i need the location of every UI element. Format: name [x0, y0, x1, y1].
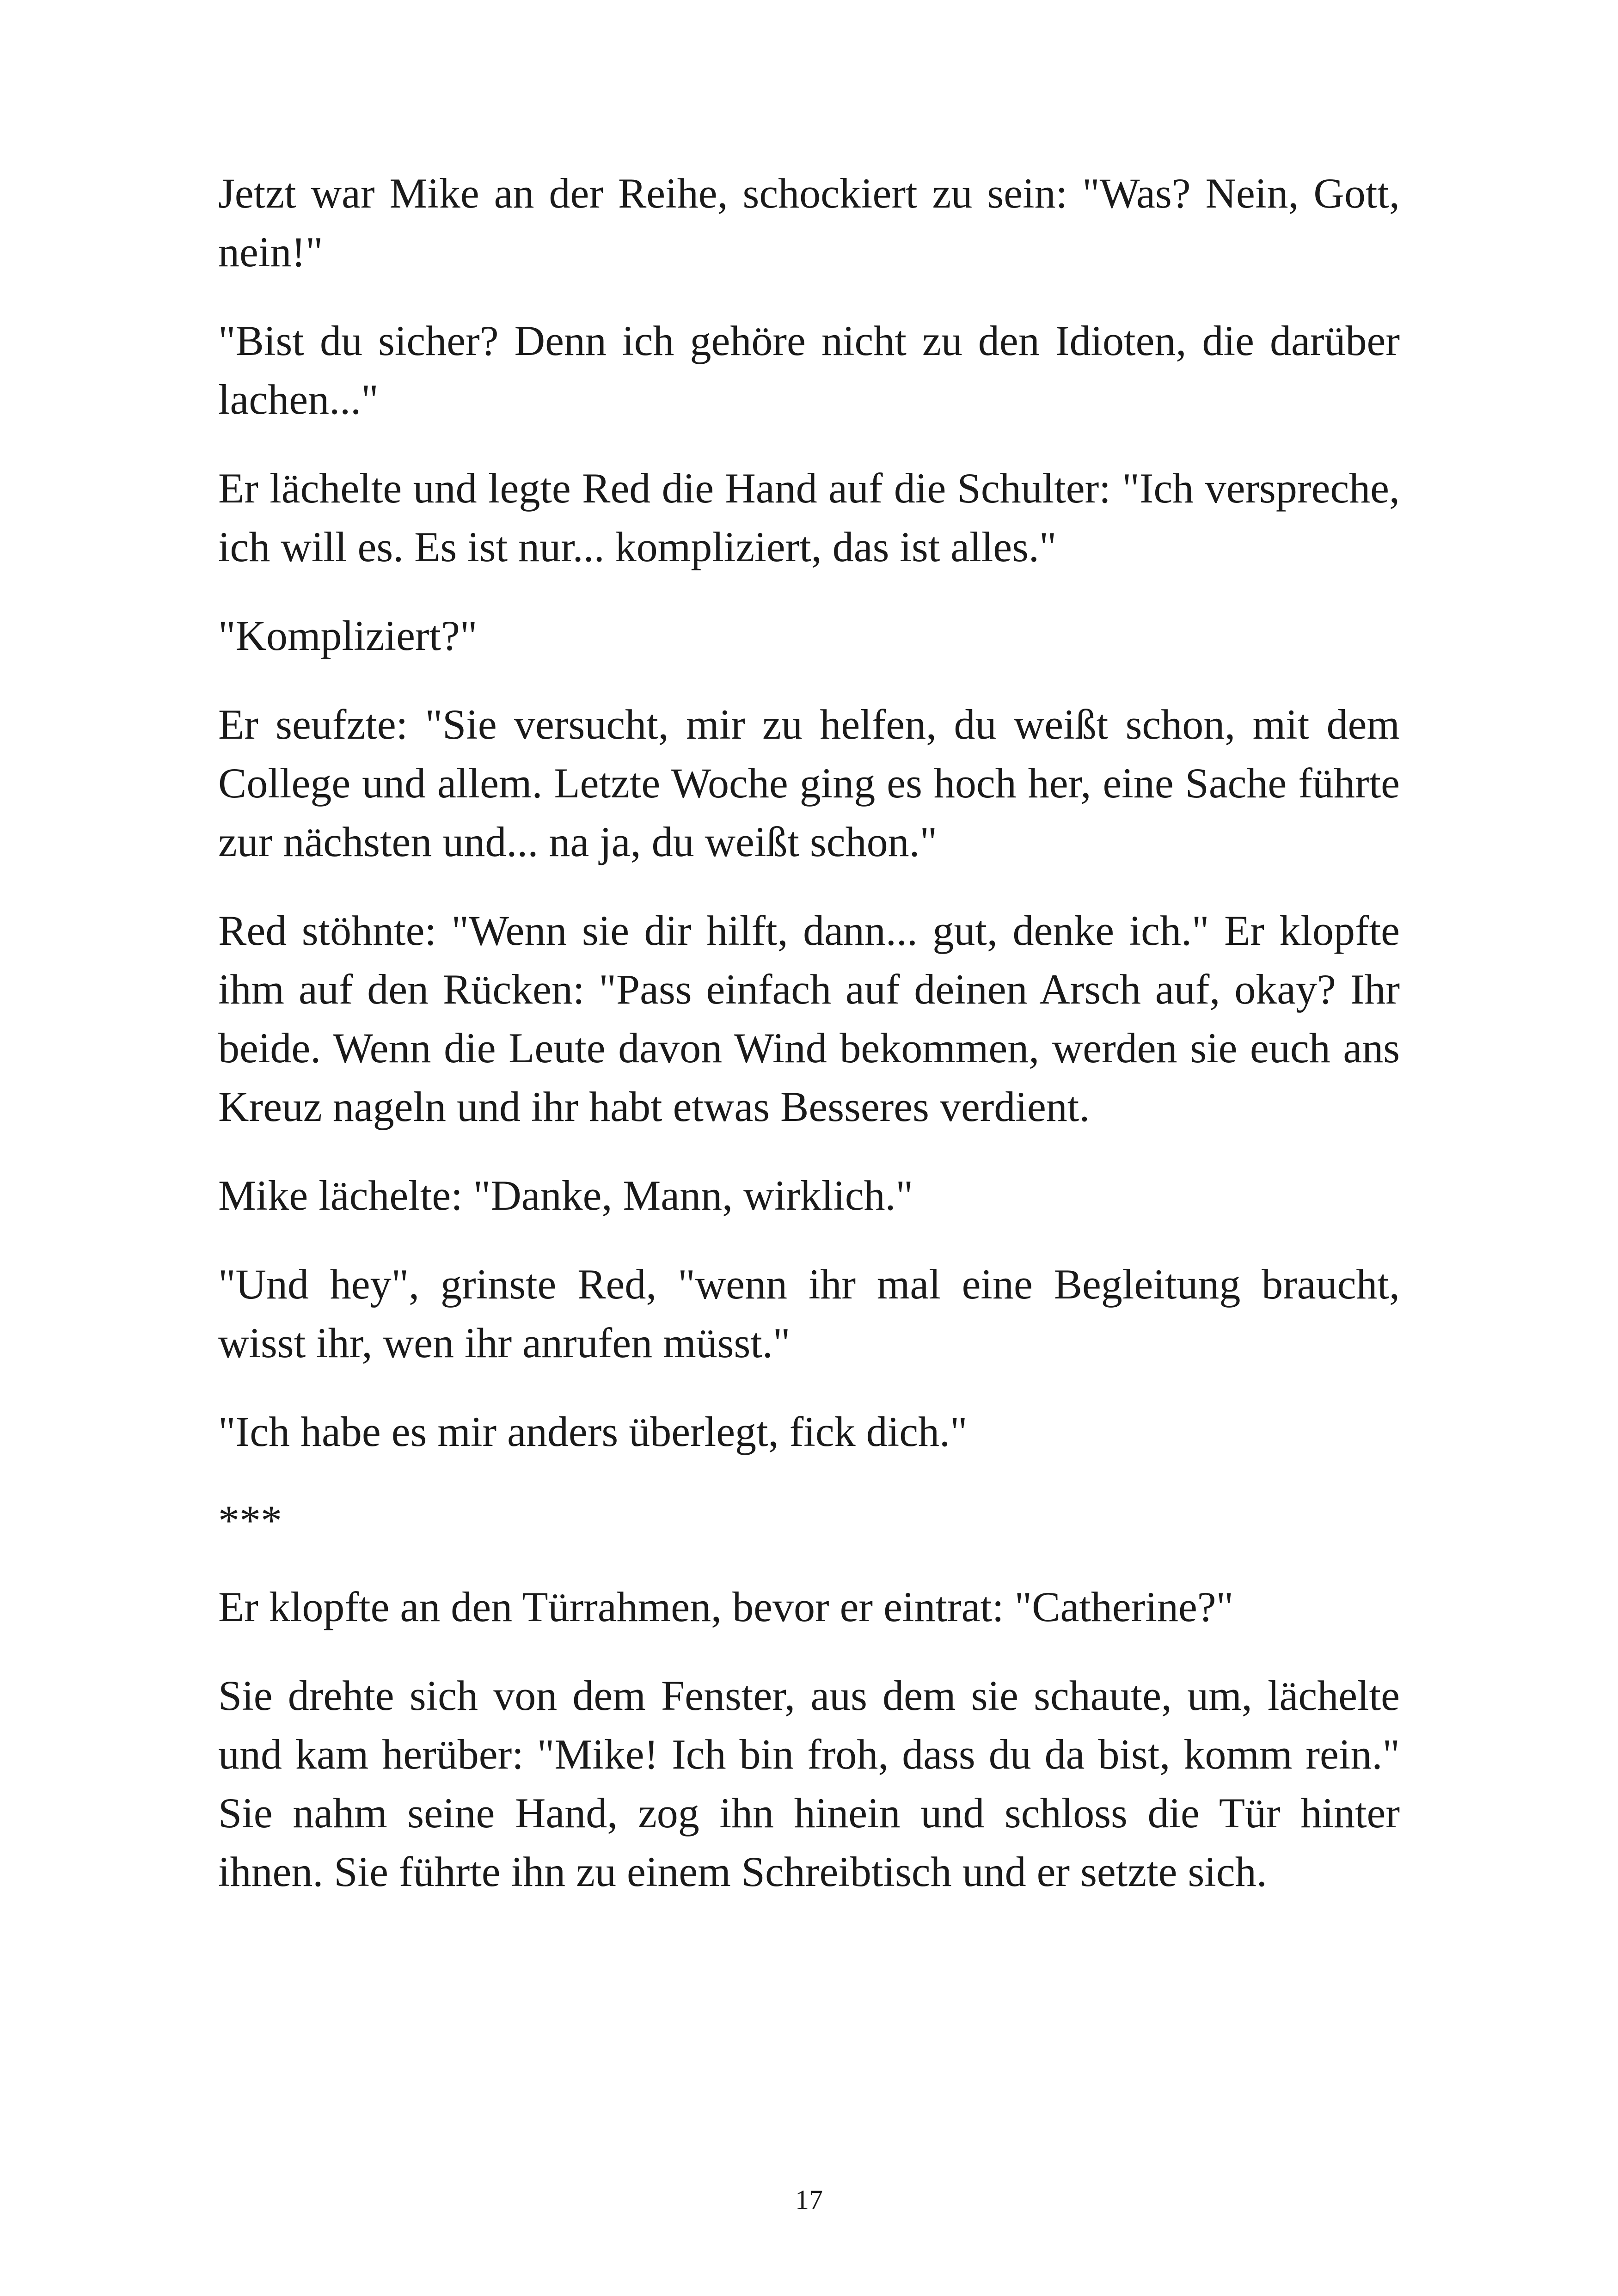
paragraph: Mike lächelte: "Danke, Mann, wirklich."	[218, 1172, 913, 1219]
paragraph: Er lächelte und legte Red die Hand auf die Schulter: "Ich verspreche, ich will es. Es ist nur... kompliziert, das ist alles."	[218, 465, 1400, 570]
paragraph: Er klopfte an den Türrahmen, bevor er eintrat: "Catherine?"	[218, 1583, 1234, 1630]
paragraph: "Und hey", grinste Red, "wenn ihr mal eine Begleitung braucht, wisst ihr, wen ihr anrufen müsst."	[218, 1261, 1400, 1366]
paragraph: Red stöhnte: "Wenn sie dir hilft, dann... gut, denke ich." Er klopfte ihm auf den Rücken: "Pass einfach auf deinen Arsch auf, okay? Ihr beide. Wenn die Leute davon Wind bekommen, werden sie euch ans Kreuz nageln und ihr habt etwas Besseres verdient.	[218, 907, 1400, 1130]
paragraph: "Ich habe es mir anders überlegt, fick dich."	[218, 1408, 968, 1455]
page-number: 17	[795, 2185, 823, 2215]
paragraph: Jetzt war Mike an der Reihe, schockiert zu sein: "Was? Nein, Gott, nein!"	[218, 170, 1400, 276]
section-separator: ***	[218, 1497, 282, 1544]
paragraph: "Kompliziert?"	[218, 612, 478, 659]
paragraph: "Bist du sicher? Denn ich gehöre nicht zu den Idioten, die darüber lachen..."	[218, 317, 1400, 423]
paragraph: Er seufzte: "Sie versucht, mir zu helfen, du weißt schon, mit dem College und allem. Letzte Woche ging es hoch her, eine Sache führte zur nächsten und... na ja, du weißt schon."	[218, 701, 1400, 865]
paragraph: Sie drehte sich von dem Fenster, aus dem sie schaute, um, lächelte und kam herüber: "Mike! Ich bin froh, dass du da bist, komm rein." Sie nahm seine Hand, zog ihn hinein und schloss die Tür hinter ihnen. Sie führte ihn zu einem Schreibtisch und er setzte sich.	[218, 1672, 1400, 1895]
page-body	[218, 164, 1400, 1931]
